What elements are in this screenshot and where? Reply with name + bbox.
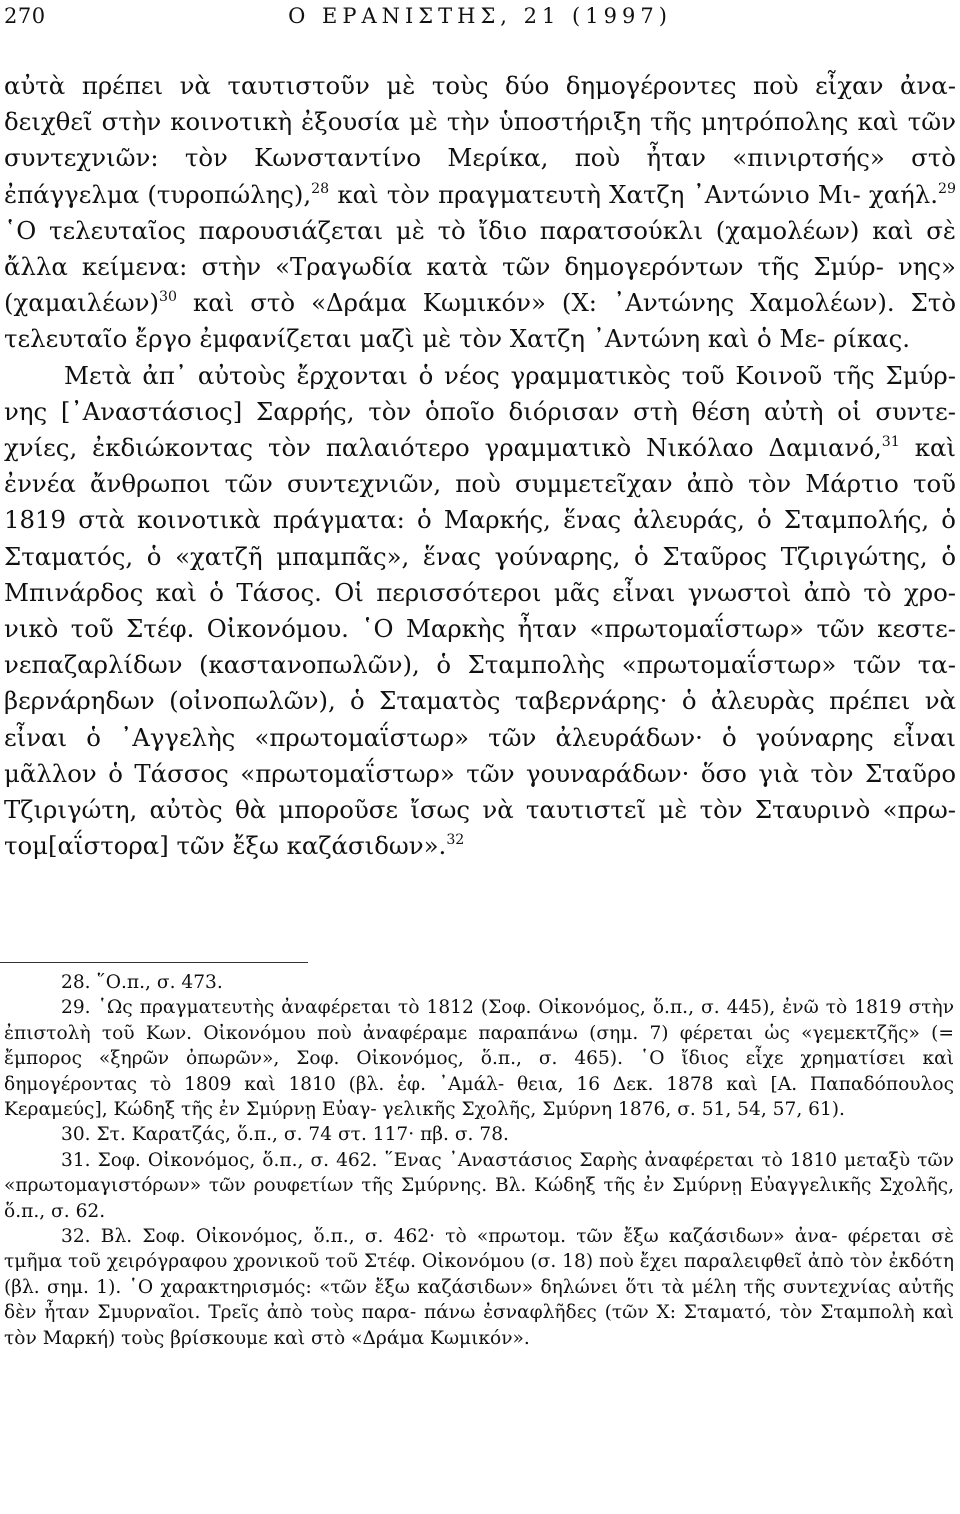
- footnote-ref: 28: [311, 180, 330, 197]
- footnotes: [4, 970, 954, 1351]
- text-segment: ῾Ο τελευταῖος παρουσιάζεται μὲ τὸ ἴδιο παρατσούκλι (χαμολέων) καὶ σὲ ἄλλα κείμενα: στὴν «Τραγωδία κατὰ τῶν δημογερόντων τῆς Σμύρ- νης» (χαμαιλέων): [4, 215, 956, 318]
- text-segment: Μετὰ ἀπ᾿ αὐτοὺς ἔρχονται ὁ νέος γραμματικὸς τοῦ Κοινοῦ τῆς Σμύρ- νης [᾿Αναστάσιος] Σαρρής, τὸν ὁποῖο διόρισαν στὴ θέση αὐτὴ οἱ συντε- χνίες, ἐκδιώκοντας τὸν παλαιότερο γραμματικὸ Νικόλαο Δαμιανό,: [4, 360, 956, 463]
- paragraph: [4, 68, 956, 358]
- footnote-text: 28. ῞Ο.π., σ. 473.: [61, 972, 223, 993]
- footnote-ref: 29: [938, 180, 956, 197]
- text-segment: καὶ τὸν πραγματευτὴ Χατζη ᾿Αντώνιο Μι- χαήλ.: [329, 179, 938, 209]
- page-number: 270: [4, 4, 46, 28]
- footnote-text: 30. Στ. Καρατζάς, ὅ.π., σ. 74 στ. 117· πβ. σ. 78.: [61, 1124, 509, 1146]
- paragraph: [4, 358, 956, 865]
- text-segment: αὐτὰ πρέπει νὰ ταυτιστοῦν μὲ τοὺς δύο δημογέροντες ποὺ εἶχαν ἀνα- δειχθεῖ στὴν κοινοτικὴ ἐξουσία μὲ τὴν ὑποστήριξη τῆς μητρόπολης καὶ τῶν συντεχνιῶν: τὸν Κωνσταντίνο Μερίκα, ποὺ ἦταν «πινιρτσής» στὸ ἐπάγγελμα (τυροπώλης),: [4, 71, 956, 209]
- footnote: [4, 970, 954, 995]
- footnote-ref: 30: [158, 289, 177, 306]
- footnote: [4, 1148, 954, 1224]
- footnote-text: 31. Σοφ. Οἰκονόμος, ὅ.π., σ. 462. ῞Ενας ᾿Αναστάσιος Σαρὴς ἀναφέρεται τὸ 1810 μεταξὺ τῶν «πρωτομαγιστόρων» τῶν ρουφετίων τῆς Σμύρνης. Βλ. Κώδηξ τῆς ἐν Σμύρνῃ Εὐαγγελικῆς Σχολῆς, ὅ.π., σ. 62.: [4, 1149, 954, 1222]
- footnote-ref: 32: [446, 832, 465, 849]
- footnote-text: 29. ῾Ως πραγματευτὴς ἀναφέρεται τὸ 1812 (Σοφ. Οἰκονόμος, ὅ.π., σ. 445), ἐνῶ τὸ 1819 στὴν ἐπιστολὴ τοῦ Κων. Οἰκονόμου ποὺ ἀναφέραμε παραπάνω (σημ. 7) φέρεται ὡς «γεμεκτζῆς» (= ἔμπορος «ξηρῶν ὀπωρῶν», Σοφ. Οἰκονόμος, ὅ.π., σ. 465). ῾Ο ἴδιος εἶχε χρηματίσει καὶ δημογέροντας τὸ 1809 καὶ 1810 (βλ. ἐφ. ᾿Αμάλ- θεια, 16 Δεκ. 1878 καὶ [Α. Παπαδόπουλος Κεραμεύς], Κώδηξ τῆς ἐν Σμύρνῃ Εὐαγ- γελικῆς Σχολῆς, Σμύρνη 1876, σ. 51, 54, 57, 61).: [4, 997, 954, 1121]
- running-head: Ο ΕΡΑΝΙΣΤΗΣ, 21 (1997): [288, 4, 672, 28]
- footnote: [4, 1224, 954, 1351]
- footnote-ref: 31: [881, 433, 900, 450]
- main-text: [4, 68, 956, 864]
- footnote: [4, 995, 954, 1122]
- footnote-text: 32. Βλ. Σοφ. Οἰκονόμος, ὅ.π., σ. 462· τὸ «πρωτομ. τῶν ἔξω καζάσιδων» ἀνα- φέρεται σὲ τμῆμα τοῦ χειρόγραφου χρονικοῦ τοῦ Στέφ. Οἰκονόμου (σ. 18) ποὺ ἔχει παραλειφθεῖ ἀπὸ τὸν ἐκδότη (βλ. σημ. 1). ῾Ο χαρακτηρισμός: «τῶν ἔξω καζάσιδων» δηλώνει ὅτι τὰ μέλη τῆς συντεχνίας αὐτῆς δὲν ἦταν Σμυρναῖοι. Τρεῖς ἀπὸ τοὺς παρα- πάνω ἐσναφλῆδες (τῶν Χ: Σταματό, τὸν Σταμπολὴ καὶ τὸν Μαρκή) τοὺς βρίσκουμε καὶ στὸ «Δράμα Κωμικόν».: [4, 1226, 954, 1349]
- text-segment: καὶ ἐννέα ἄνθρωποι τῶν συντεχνιῶν, ποὺ συμμετεῖχαν ἀπὸ τὸν Μάρτιο τοῦ 1819 στὰ κοινοτικὰ πράγματα: ὁ Μαρκής, ἕνας ἀλευράς, ὁ Σταμπολής, ὁ Σταματός, ὁ «χατζῆ μπαμπᾶς», ἕνας γούναρης, ὁ Σταῦρος Τζιριγώτης, ὁ Μπινάρδος καὶ ὁ Τάσος. Οἱ περισσότεροι μᾶς εἶναι γνωστοὶ ἀπὸ τὸ χρο- νικὸ τοῦ Στέφ. Οἰκονόμου. ῾Ο Μαρκὴς ἦταν «πρωτομαΐστωρ» τῶν κεστε- νεπαζαρλίδων (καστανοπωλῶν), ὁ Σταμπολὴς «πρωτομαΐστωρ» τῶν τα- βερνάρηδων (οἰνοπωλῶν), ὁ Σταματὸς ταβερνάρης· ὁ ἀλευρὰς πρέπει νὰ εἶναι ὁ ᾿Αγγελὴς «πρωτομαΐστωρ» τῶν ἀλευράδων· ὁ γούναρης εἶναι μᾶλλον ὁ Τάσσος «πρωτομαΐστωρ» τῶν γουναράδων· ὅσο γιὰ τὸν Σταῦρο Τζιριγώτη, αὐτὸς θὰ μποροῦσε ἴσως νὰ ταυτιστεῖ μὲ τὸν Σταυρινὸ «πρω- τομ[αΐστορα] τῶν ἔξω καζάσιδων».: [4, 433, 956, 861]
- page-header: [0, 4, 960, 36]
- text-segment: καὶ στὸ «Δράμα Κωμικόν» (Χ: ᾿Αντώνης Χαμολέων). Στὸ τελευταῖο ἔργο ἐμφανίζεται μαζὶ μὲ τὸν Χατζη ᾿Αντώνη καὶ ὁ Με- ρίκας.: [4, 288, 956, 354]
- footnote-divider: [0, 962, 308, 963]
- footnote: [4, 1122, 954, 1147]
